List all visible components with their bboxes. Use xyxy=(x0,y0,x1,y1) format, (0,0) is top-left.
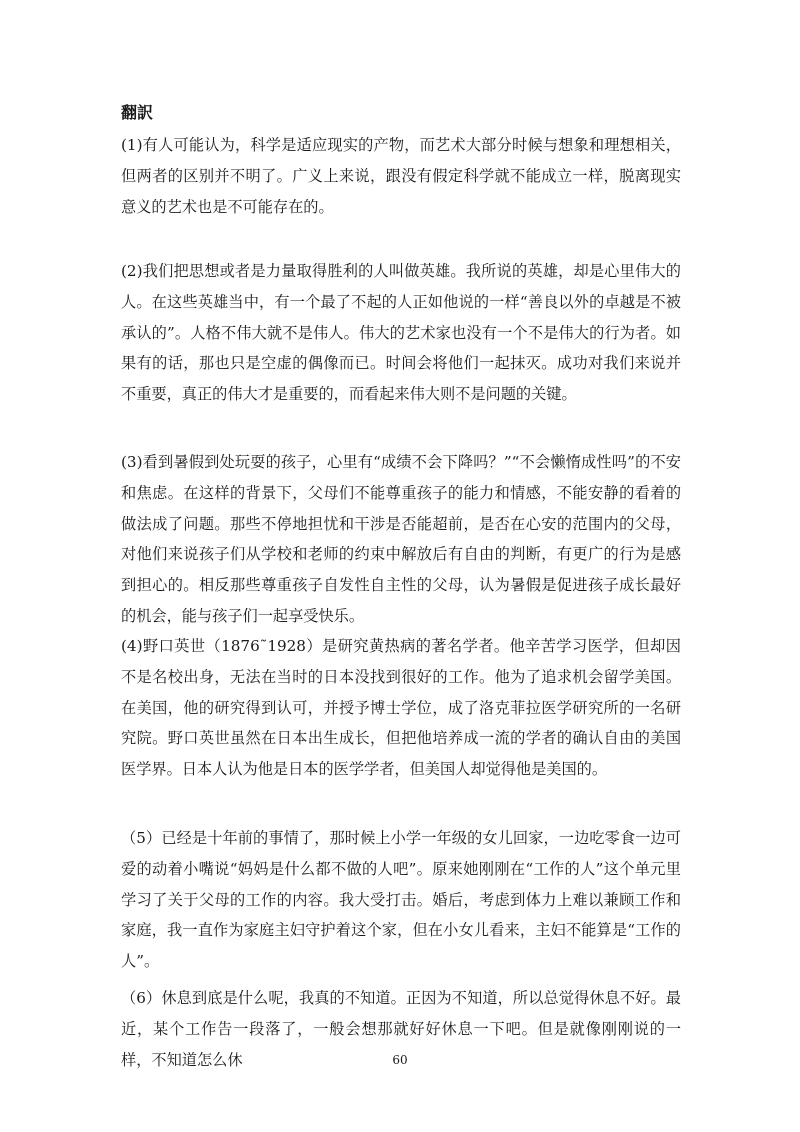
section-heading: 翻訳 xyxy=(121,103,154,122)
paragraph-3: (3)看到暑假到处玩耍的孩子，心里有“成绩不会下降吗？”“不会懒惰成性吗”的不安和焦虑。在这样的背景下，父母们不能尊重孩子的能力和情感，不能安静的看着的做法成了问题。那些不停地担忧和干涉是否能超前，是否在心安的范围内的父母，对他们来说孩子们从学校和老师的约束中解放后有自由的判断，有更广的行为是感到担心的。相反那些尊重孩子自发性自主性的父母，认为暑假是促进孩子成长最好的机会，能与孩子们一起享受快乐。 xyxy=(121,453,681,625)
paragraph-1: (1)有人可能认为，科学是适应现实的产物，而艺术大部分时候与想象和理想相关，但两者的区别并不明了。广义上来说，跟没有假定科学就不能成立一样，脱离现实意义的艺术也是不可能存在的。 xyxy=(121,136,681,216)
paragraph-6: （6）休息到底是什么呢，我真的不知道。正因为不知道，所以总觉得休息不好。最近，某个工作告一段落了，一般会想那就好好休息一下吧。但是就像刚刚说的一样，不知道怎么休 xyxy=(121,989,681,1069)
paragraph-5: （5）已经是十年前的事情了，那时候上小学一年级的女儿回家，一边吃零食一边可爱的动着小嘴说“妈妈是什么都不做的人吧”。原来她刚刚在“工作的人”这个单元里学习了关于父母的工作的内容。我大受打击。婚后，考虑到体力上难以兼顾工作和家庭，我一直作为家庭主妇守护着这个家，但在小女儿看来，主妇不能算是“工作的人”。 xyxy=(121,829,681,971)
paragraph-2: (2)我们把思想或者是力量取得胜利的人叫做英雄。我所说的英雄，却是心里伟大的人。在这些英雄当中，有一个最了不起的人正如他说的一样“善良以外的卓越是不被承认的”。人格不伟大就不是伟人。伟大的艺术家也没有一个不是伟大的行为者。如果有的话，那也只是空虚的偶像而已。时间会将他们一起抹灭。成功对我们来说并不重要，真正的伟大才是重要的，而看起来伟大则不是问题的关键。 xyxy=(121,262,681,404)
page-number: 60 xyxy=(392,1053,408,1067)
paragraph-4: (4)野口英世（1876˜1928）是研究黄热病的著名学者。他辛苦学习医学，但却因不是名校出身，无法在当时的日本没找到很好的工作。他为了追求机会留学美国。在美国，他的研究得到认可，并授予博士学位，成了洛克菲拉医学研究所的一名研究院。野口英世虽然在日本出生成长，但把他培养成一流的学者的确认自由的美国医学界。日本人认为他是日本的医学学者，但美国人却觉得他是美国的。 xyxy=(121,637,681,779)
